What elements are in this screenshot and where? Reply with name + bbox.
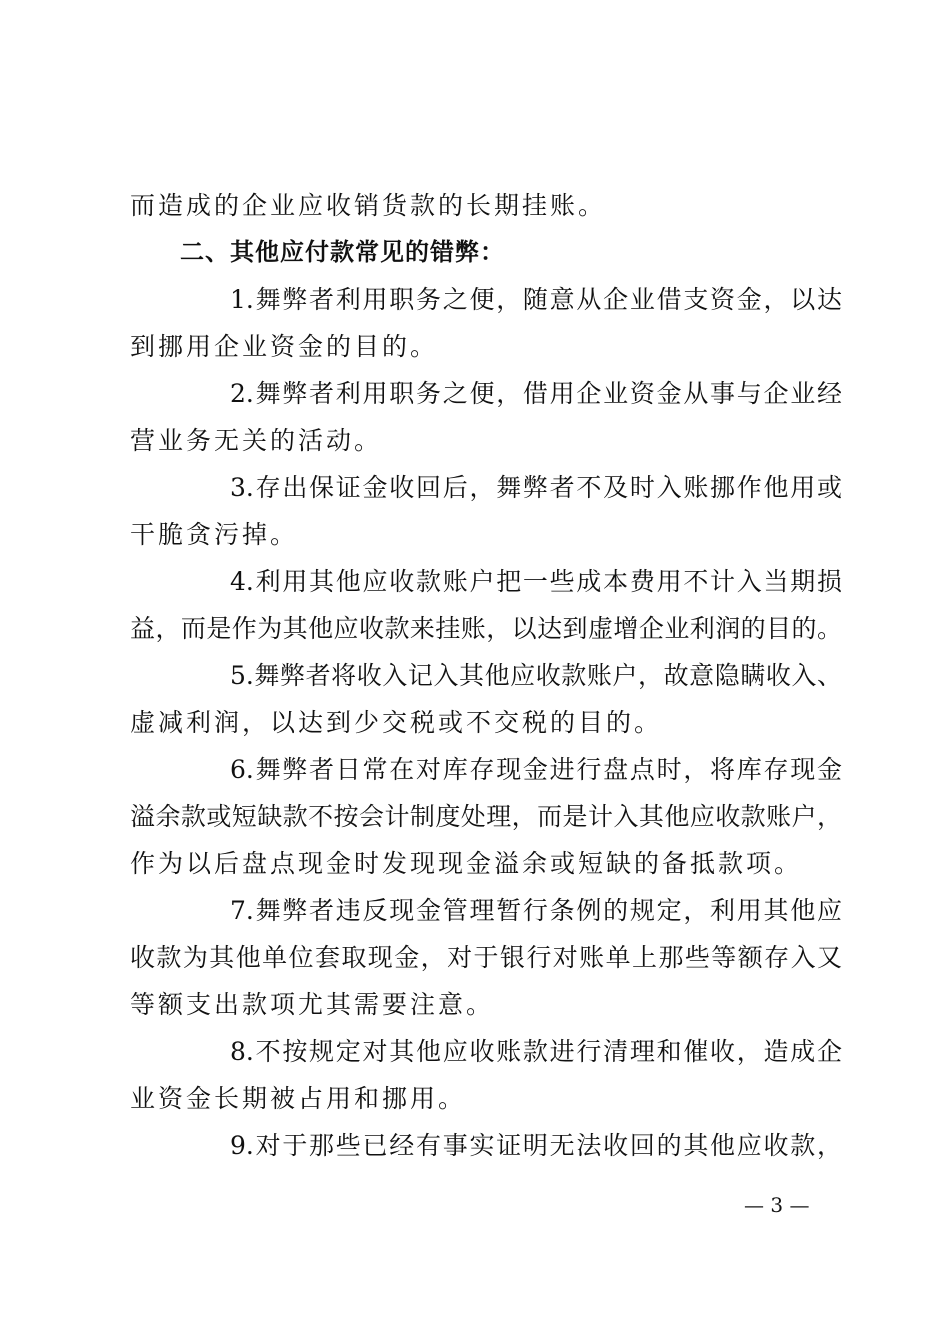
list-item-7-line-3: 等额支出款项尤其需要注意。 bbox=[130, 990, 495, 1019]
section-heading: 二、其他应付款常见的错弊： bbox=[180, 238, 505, 266]
list-item-6-line-3: 作为以后盘点现金时发现现金溢余或短缺的备抵款项。 bbox=[130, 849, 803, 878]
page-number: — 3 — bbox=[744, 1193, 810, 1217]
text-line-continuation: 而造成的企业应收销货款的长期挂账。 bbox=[130, 191, 607, 220]
list-item-3-line-1: 3.存出保证金收回后，舞弊者不及时入账挪作他用或 bbox=[230, 473, 842, 502]
list-item-5-line-2: 虚减利润，以达到少交税或不交税的目的。 bbox=[130, 708, 663, 737]
list-item-8-line-2: 业资金长期被占用和挪用。 bbox=[130, 1084, 467, 1113]
list-item-6-line-1: 6.舞弊者日常在对库存现金进行盘点时，将库存现金 bbox=[230, 755, 842, 784]
list-item-5-line-1: 5.舞弊者将收入记入其他应收款账户，故意隐瞒收入、 bbox=[230, 661, 842, 690]
list-item-4-line-1: 4.利用其他应收款账户把一些成本费用不计入当期损 bbox=[230, 567, 842, 596]
list-item-7-line-2: 收款为其他单位套取现金，对于银行对账单上那些等额存入又 bbox=[130, 943, 842, 972]
list-item-3-line-2: 干脆贪污掉。 bbox=[130, 520, 299, 549]
list-item-8-line-1: 8.不按规定对其他应收账款进行清理和催收，造成企 bbox=[230, 1037, 842, 1066]
list-item-2-line-2: 营业务无关的活动。 bbox=[130, 426, 383, 455]
list-item-2-line-1: 2.舞弊者利用职务之便，借用企业资金从事与企业经 bbox=[230, 379, 842, 408]
list-item-9-line-1: 9.对于那些已经有事实证明无法收回的其他应收款， bbox=[230, 1131, 842, 1160]
document-body bbox=[130, 182, 842, 1169]
list-item-1-line-1: 1.舞弊者利用职务之便，随意从企业借支资金，以达 bbox=[230, 285, 842, 314]
list-item-4-line-2: 益，而是作为其他应收款来挂账，以达到虚增企业利润的目的。 bbox=[130, 614, 842, 643]
list-item-6-line-2: 溢余款或短缺款不按会计制度处理，而是计入其他应收款账户， bbox=[130, 802, 842, 831]
list-item-7-line-1: 7.舞弊者违反现金管理暂行条例的规定，利用其他应 bbox=[230, 896, 842, 925]
list-item-1-line-2: 到挪用企业资金的目的。 bbox=[130, 332, 439, 361]
